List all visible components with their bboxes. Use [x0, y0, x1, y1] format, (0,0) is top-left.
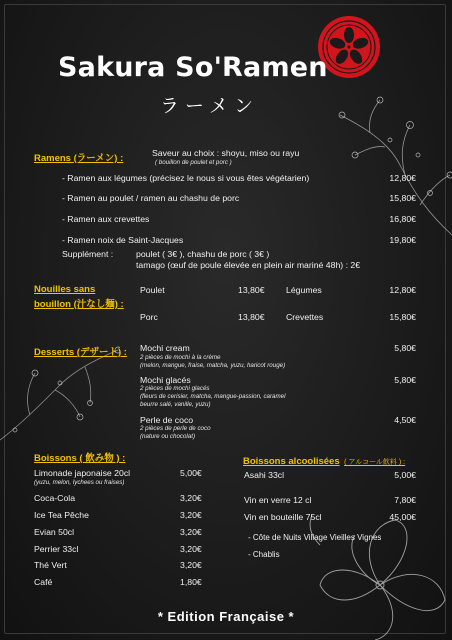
- nouilles-item-name: Légumes: [286, 285, 322, 295]
- dessert-item-name: Mochi glacés: [140, 375, 191, 385]
- dessert-item-desc: (nature ou chocolat): [140, 433, 196, 440]
- drink-item-name: Limonade japonaise 20cl: [34, 468, 131, 478]
- ramen-item-price: 16,80€: [389, 214, 416, 224]
- drink-item-price: 5,00€: [180, 468, 202, 478]
- dessert-item-name: Perle de coco: [140, 415, 194, 425]
- nouilles-item-name: Poulet: [140, 285, 165, 295]
- nouilles-heading: bouillon (汁なし麺) :: [34, 299, 124, 310]
- drink-item-price: 1,80€: [180, 577, 202, 587]
- supplement-line: tamago (œuf de poule élevée en plein air mariné 48h) : 2€: [136, 260, 361, 270]
- ramen-item-price: 19,80€: [389, 235, 416, 245]
- dessert-item-desc: 2 pièces de mochi glacés: [140, 385, 210, 392]
- supplement-label: Supplément :: [62, 249, 114, 259]
- drink-item-price: 3,20€: [180, 544, 202, 554]
- nouilles-heading: Nouilles sans: [34, 284, 96, 295]
- alcool-item-price: 5,00€: [394, 470, 416, 480]
- wine-item: - Côte de Nuits Village Vieilles Vignes: [248, 533, 382, 542]
- ramens-choice: Saveur au choix : shoyu, miso ou rayu: [152, 148, 300, 158]
- nouilles-item-price: 13,80€: [238, 285, 265, 295]
- drink-item-name: Thé Vert: [34, 560, 67, 570]
- alcool-heading: [243, 451, 405, 469]
- drink-item-name: Café: [34, 577, 53, 587]
- boissons-heading: Boissons ( 飲み物 ) :: [34, 453, 126, 464]
- dessert-item-desc: (fleurs de cerisier, matcha, mangue-passion, caramel: [140, 393, 286, 400]
- nouilles-item-price: 15,80€: [389, 312, 416, 322]
- ramen-item-name: - Ramen noix de Saint-Jacques: [62, 235, 184, 245]
- nouilles-item-name: Crevettes: [286, 312, 324, 322]
- nouilles-item-name: Porc: [140, 312, 158, 322]
- drink-item-name: Perrier 33cl: [34, 544, 79, 554]
- alcool-heading-text: Boissons alcoolisées: [243, 456, 340, 467]
- alcool-heading-jp: ( アルコール飲料 ) :: [344, 459, 406, 466]
- ramen-item-name: - Ramen aux crevettes: [62, 214, 150, 224]
- dessert-item-desc: 2 pièces de mochi à la crème: [140, 354, 221, 361]
- dessert-item-desc: 2 pièces de perle de coco: [140, 425, 211, 432]
- ramen-item-price: 12,80€: [389, 173, 416, 183]
- dessert-item-name: Mochi cream: [140, 343, 190, 353]
- ramen-item-name: - Ramen au poulet / ramen au chashu de porc: [62, 193, 240, 203]
- dessert-item-desc: beurre salé, vanille, yuzu): [140, 401, 211, 408]
- ramens-heading: Ramens (ラーメン) :: [34, 153, 124, 164]
- alcool-item-name: Vin en verre 12 cl: [244, 495, 312, 505]
- alcool-item-name: Vin en bouteille 75cl: [244, 512, 322, 522]
- drink-item-note: (yuzu, melon, lychees ou fraises): [34, 479, 125, 486]
- ramens-choice-note: ( bouillon de poulet et porc ): [155, 159, 232, 166]
- dessert-item-price: 5,80€: [394, 343, 416, 353]
- alcool-item-price: 7,80€: [394, 495, 416, 505]
- drink-item-price: 3,20€: [180, 493, 202, 503]
- ramen-item-name: - Ramen aux légumes (précisez le nous si vous êtes végétarien): [62, 173, 310, 183]
- drink-item-price: 3,20€: [180, 510, 202, 520]
- dessert-item-price: 5,80€: [394, 375, 416, 385]
- nouilles-item-price: 12,80€: [389, 285, 416, 295]
- drink-item-name: Coca-Cola: [34, 493, 76, 503]
- ramen-item-price: 15,80€: [389, 193, 416, 203]
- dessert-item-price: 4,50€: [394, 415, 416, 425]
- desserts-heading: Desserts (デザート) :: [34, 347, 127, 358]
- cherry-blossom-branch-icon: [0, 345, 120, 445]
- drink-item-price: 3,20€: [180, 527, 202, 537]
- edition-footer: * Edition Française *: [157, 609, 295, 624]
- drink-item-name: Evian 50cl: [34, 527, 75, 537]
- drink-item-name: Ice Tea Pêche: [34, 510, 89, 520]
- dessert-item-desc: (melon, mangue, fraise, matcha, yuzu, haricot rouge): [140, 362, 286, 369]
- wine-item: - Chablis: [248, 550, 280, 559]
- supplement-line: poulet ( 3€ ), chashu de porc ( 3€ ): [136, 249, 270, 259]
- restaurant-subtitle: ラーメン: [160, 95, 260, 117]
- drink-item-price: 3,20€: [180, 560, 202, 570]
- alcool-item-name: Asahi 33cl: [244, 470, 285, 480]
- alcool-item-price: 45,00€: [389, 512, 416, 522]
- restaurant-title: Sakura So'Ramen: [58, 52, 328, 83]
- nouilles-item-price: 13,80€: [238, 312, 265, 322]
